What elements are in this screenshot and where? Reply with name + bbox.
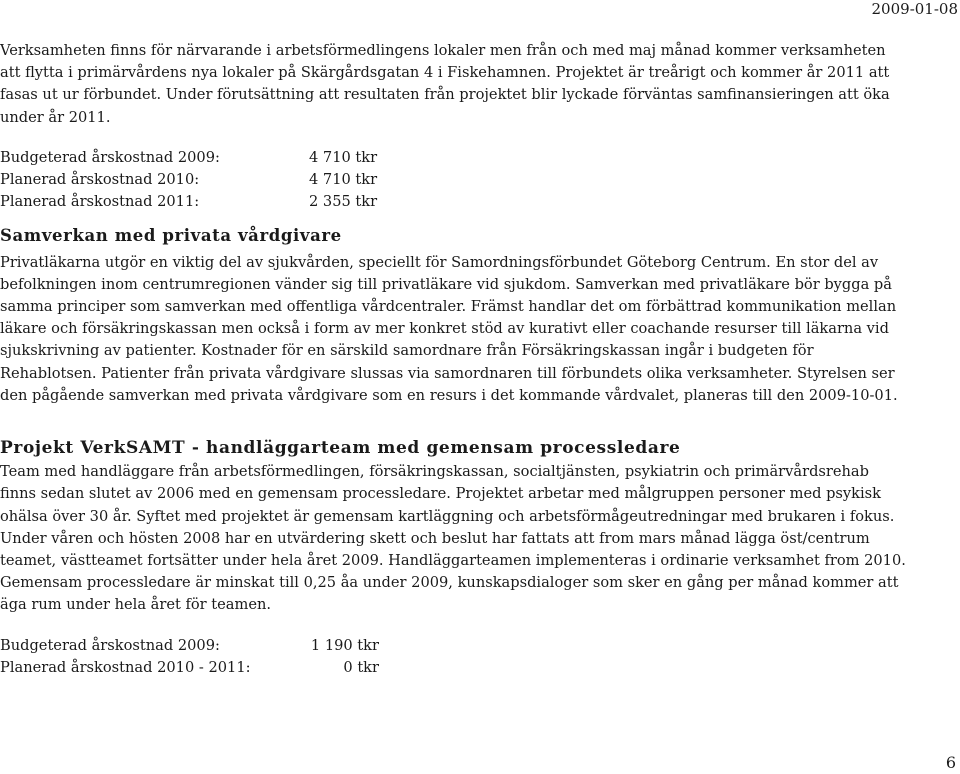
intro-paragraph [0,40,955,129]
budget-label: Planerad årskostnad 2010 - 2011: [0,658,251,676]
paragraph-line: Privatläkarna utgör en viktig del av sjukvården, speciellt för Samordningsförbundet Göteborg Centrum. En stor del av [0,253,879,271]
budget-value: 4 710 tkr [309,148,378,166]
budget-label: Planerad årskostnad 2011: [0,193,200,211]
paragraph-line: finns sedan slutet av 2006 med en gemensam processledare. Projektet arbetar med målgruppen personer med psykisk [0,485,881,503]
paragraph-line: Verksamheten finns för närvarande i arbetsförmedlingens lokaler men från och med maj månad kommer verksamheten [0,42,886,59]
budget-label: Budgeterad årskostnad 2009: [0,636,220,654]
paragraph-line: samma principer som samverkan med offentliga vårdcentraler. Främst handlar det om förbättrad kommunikation mellan [0,297,897,315]
paragraph-line: att flytta i primärvårdens nya lokaler på Skärgårdsgatan 4 i Fiskehamnen. Projektet är treårigt och kommer år 2011 att [0,64,890,82]
paragraph-line: läkare och försäkringskassan men också i form av mer konkret stöd av kurativt eller coachande resurser till läkarna vid [0,320,889,338]
document-date: 2009-01-08 [871,0,958,18]
page-number: 6 [945,753,956,772]
budget-row [0,657,955,679]
budget-value: 4 710 tkr [309,171,378,188]
paragraph-line: Rehablotsen. Patienter från privata vårdgivare slussas via samordnaren till förbundets olika verksamheter. Styrelsen ser [0,364,895,382]
budget-row [0,191,955,213]
budget-row [0,169,955,191]
budget-value: 1 190 tkr [310,636,379,654]
paragraph-line: Under våren och hösten 2008 har en utvärdering skett och beslut har fattats att from mars månad lägga öst/centrum [0,529,870,547]
paragraph-line: fasas ut ur förbundet. Under förutsättning att resultaten från projektet blir lyckade förväntas samfinansieringen att öka [0,86,890,104]
paragraph-line: den pågående samverkan med privata vårdgivare som en resurs i det kommande vårdvalet, planeras till den 2009-10-01. [0,386,898,404]
budget-row [0,147,955,169]
document-body [0,40,955,679]
paragraph-line: ohälsa över 30 år. Syftet med projektet är gemensam kartläggning och arbetsförmågeutredningar med brukaren i fokus. [0,507,895,525]
paragraph-line: under år 2011. [0,108,111,126]
paragraph-line: Team med handläggare från arbetsförmedlingen, försäkringskassan, socialtjänsten, psykiatrin och primärvårdsrehab [0,463,869,481]
samverkan-paragraph [0,252,955,407]
paragraph-line: befolkningen inom centrumregionen vänder sig till privatläkare vid sjukdom. Samverkan med privatläkare bör bygga på [0,275,892,293]
budget-label: Planerad årskostnad 2010: [0,171,200,188]
projekt-paragraph [0,461,955,616]
section-heading-samverkan: Samverkan med privata vårdgivare [0,226,342,246]
paragraph-line: teamet, västteamet fortsätter under hela året 2009. Handläggarteamen implementeras i ordinarie verksamhet from 2010. [0,552,906,570]
budget-table-2 [0,635,955,679]
budget-label: Budgeterad årskostnad 2009: [0,148,220,166]
section-heading-projekt: Projekt VerkSAMT - handläggarteam med gemensam processledare [0,438,681,458]
paragraph-line: Gemensam processledare är minskat till 0,25 åa under 2009, kunskapsdialoger som sker en gång per månad kommer att [0,574,899,592]
budget-row [0,635,955,657]
budget-value: 0 tkr [343,658,379,676]
budget-table-1 [0,147,955,214]
paragraph-line: äga rum under hela året för teamen. [0,596,272,614]
paragraph-line: sjukskrivning av patienter. Kostnader för en särskild samordnare från Försäkringskassan ingår i budgeten för [0,342,814,360]
budget-value: 2 355 tkr [309,193,378,211]
